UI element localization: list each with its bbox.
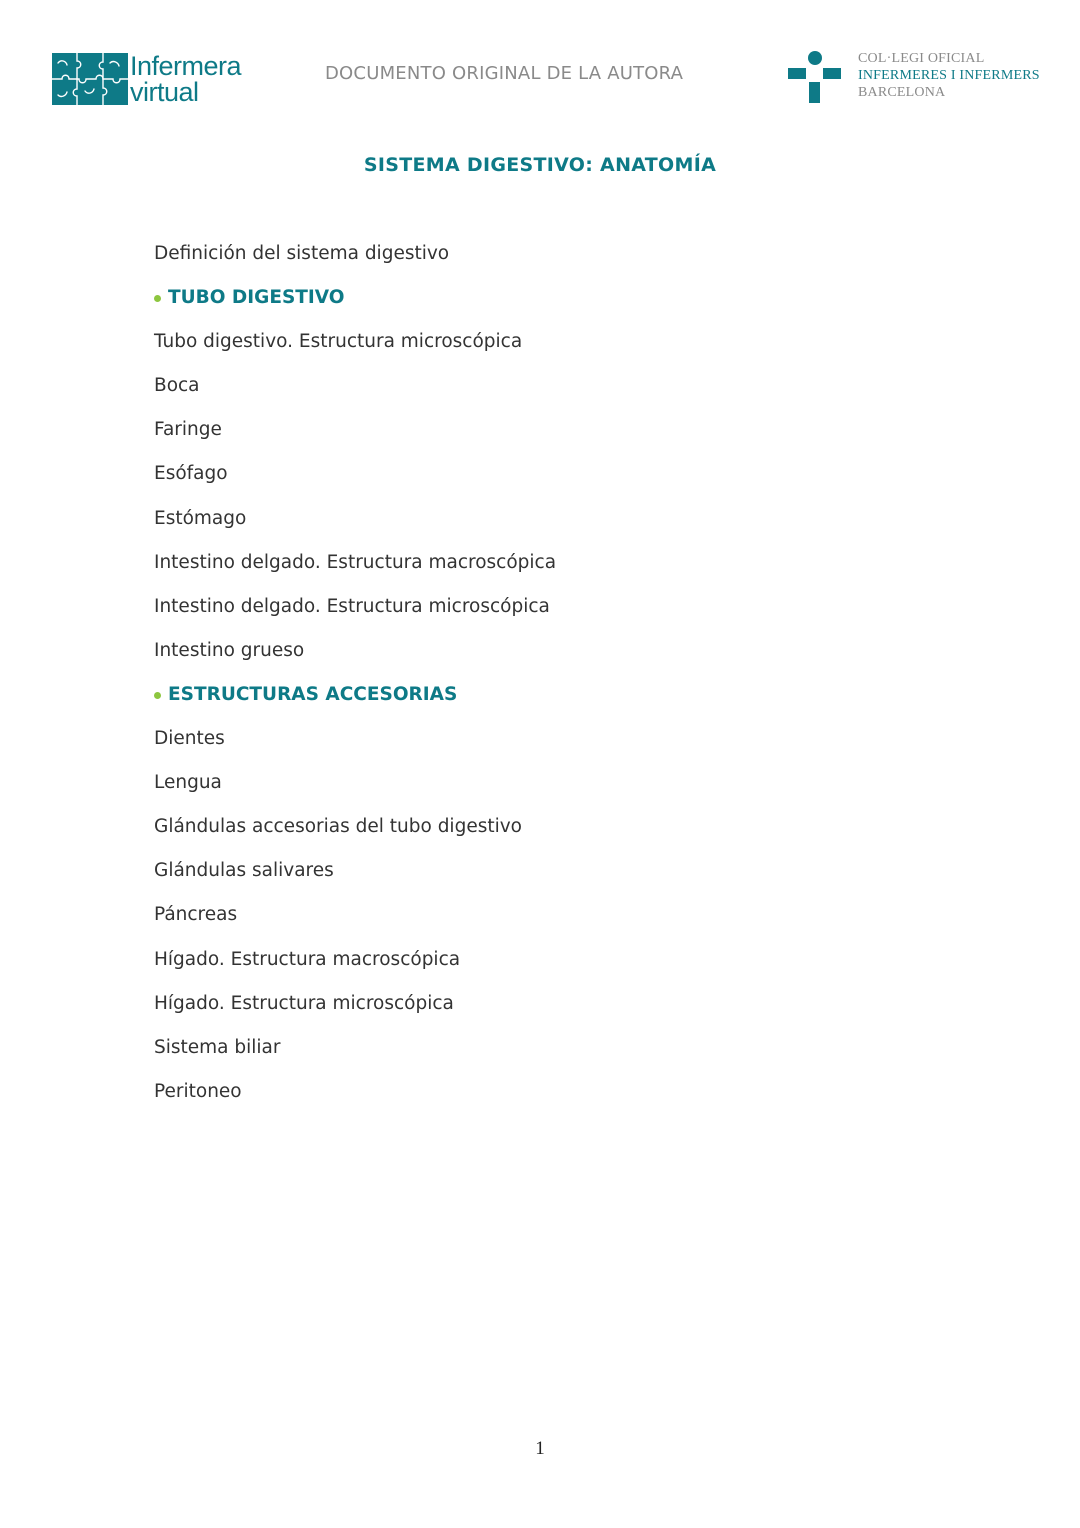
- toc-item: [154, 505, 556, 549]
- toc-item: [154, 901, 556, 945]
- toc-item: [154, 328, 556, 372]
- toc-item: [154, 813, 556, 857]
- toc-section-heading: [154, 284, 556, 328]
- toc-item: [154, 1034, 556, 1078]
- toc-item-text: Intestino delgado. Estructura macroscópica: [154, 551, 557, 573]
- toc-item: [154, 946, 556, 990]
- infermera-virtual-wordmark: [130, 53, 241, 105]
- toc-item-text: Peritoneo: [154, 1080, 242, 1102]
- toc-item: [154, 416, 556, 460]
- toc-section-text: TUBO DIGESTIVO: [168, 287, 345, 309]
- page-number: 1: [535, 1438, 545, 1459]
- toc-item: [154, 372, 556, 416]
- toc-item-text: Intestino grueso: [154, 639, 305, 661]
- coib-line-3: BARCELONA: [858, 85, 946, 100]
- toc-item: [154, 593, 556, 637]
- cross-logo-icon: [786, 50, 843, 105]
- coib-line-2: INFERMERES I INFERMERS: [858, 68, 1040, 83]
- toc-item-text: Faringe: [154, 419, 222, 441]
- bullet-icon: [154, 692, 161, 699]
- toc-item-text: Intestino delgado. Estructura microscópica: [154, 595, 550, 617]
- bullet-icon: [154, 295, 161, 302]
- toc-item-text: Glándulas salivares: [154, 860, 334, 882]
- toc-item-text: Esófago: [154, 463, 228, 485]
- toc-item-text: Hígado. Estructura microscópica: [154, 992, 454, 1014]
- logo-word-virtual: virtual: [130, 77, 199, 107]
- puzzle-logo-icon: [52, 53, 128, 105]
- table-of-contents: [154, 240, 556, 1122]
- infermera-virtual-logo: [52, 53, 241, 105]
- toc-item: [154, 460, 556, 504]
- toc-item: [154, 769, 556, 813]
- coib-line-1: COL·LEGI OFICIAL: [858, 51, 985, 66]
- toc-item: [154, 1078, 556, 1122]
- toc-item-text: Boca: [154, 375, 200, 397]
- toc-item: [154, 240, 556, 284]
- toc-item-text: Estómago: [154, 507, 247, 529]
- toc-item-text: Dientes: [154, 728, 225, 750]
- logo-word-infermera: Infermera: [130, 51, 242, 81]
- toc-item-text: Glándulas accesorias del tubo digestivo: [154, 816, 522, 838]
- toc-section-text: ESTRUCTURAS ACCESORIAS: [168, 683, 458, 705]
- document-title: SISTEMA DIGESTIVO: ANATOMÍA: [363, 154, 717, 176]
- page-header: [0, 0, 1080, 120]
- coib-logo: [786, 50, 1040, 105]
- toc-item-text: Tubo digestivo. Estructura microscópica: [154, 331, 523, 353]
- toc-item-text: Sistema biliar: [154, 1036, 281, 1058]
- toc-item: [154, 549, 556, 593]
- coib-wordmark: [858, 50, 1040, 101]
- toc-item-text: Hígado. Estructura macroscópica: [154, 948, 461, 970]
- toc-item-text: Páncreas: [154, 904, 238, 926]
- toc-item: [154, 637, 556, 681]
- toc-item: [154, 990, 556, 1034]
- header-caption: DOCUMENTO ORIGINAL DE LA AUTORA: [325, 63, 684, 84]
- toc-item: [154, 857, 556, 901]
- toc-item: [154, 725, 556, 769]
- toc-item-text: Definición del sistema digestivo: [154, 243, 450, 264]
- toc-section-heading: [154, 681, 556, 725]
- toc-item-text: Lengua: [154, 772, 222, 794]
